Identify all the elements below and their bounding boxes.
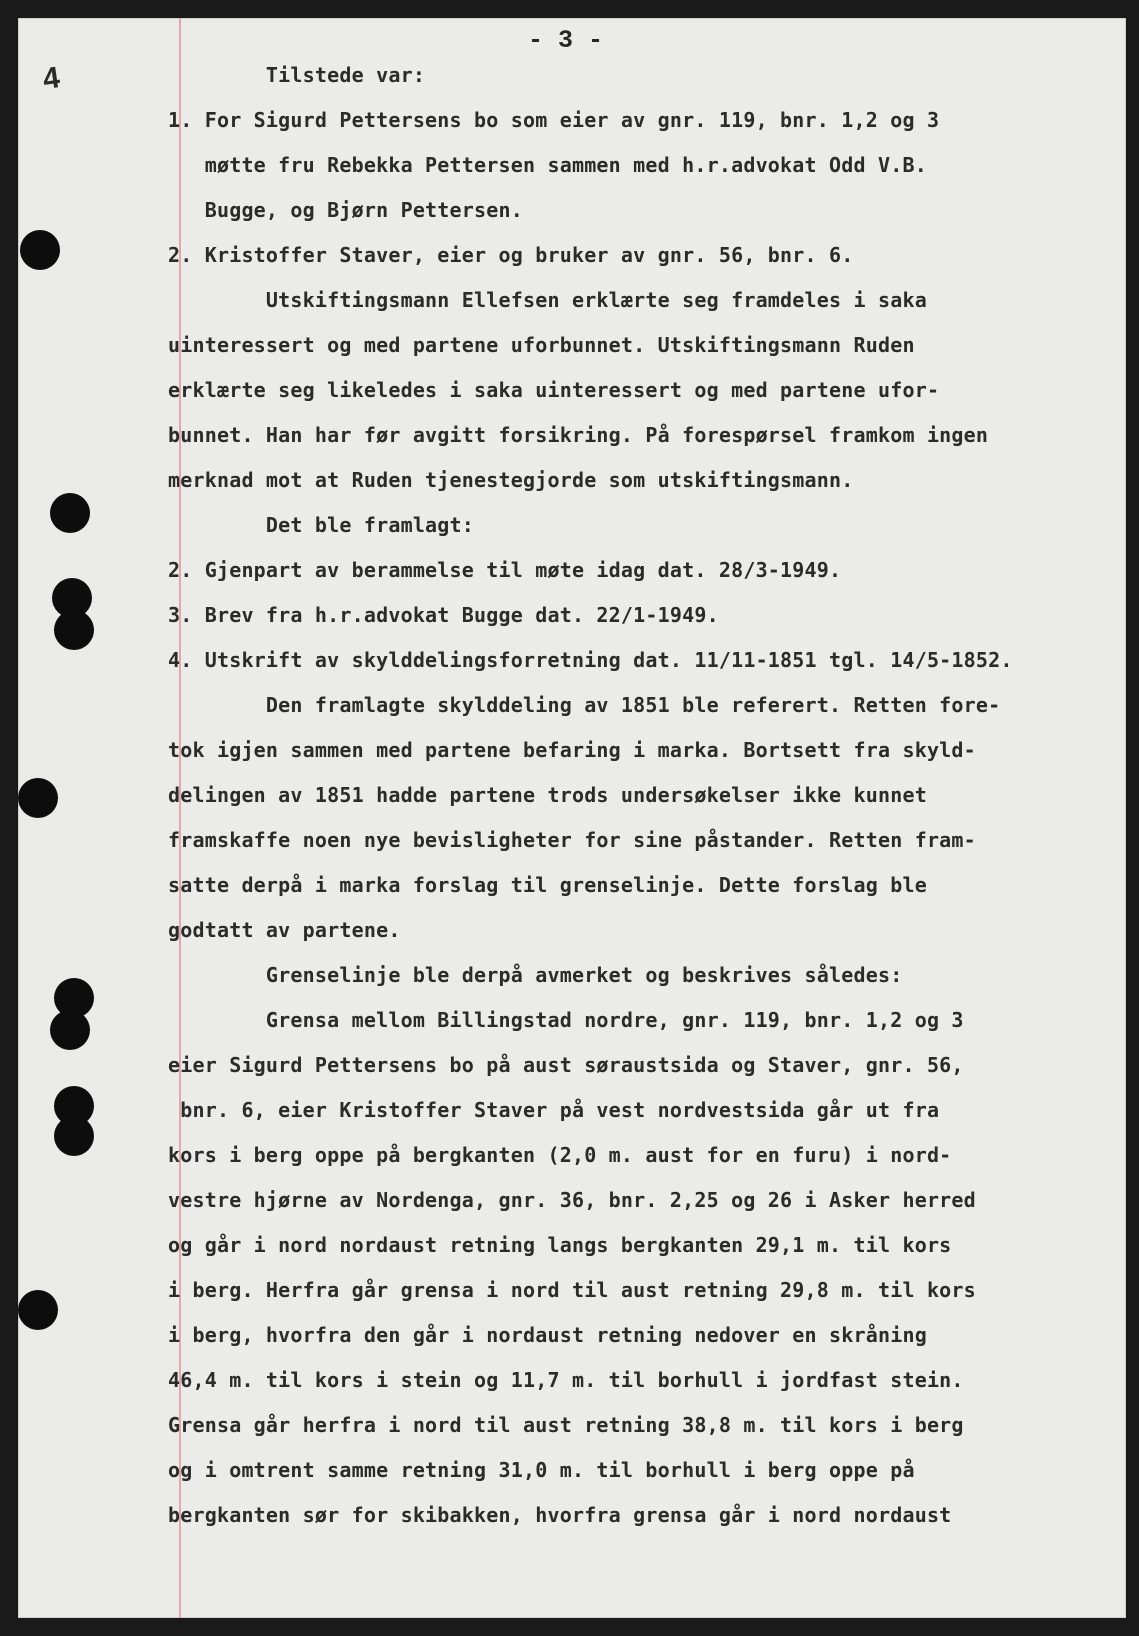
text-line: Det ble framlagt:	[168, 513, 475, 537]
text-line: vestre hjørne av Nordenga, gnr. 36, bnr. 2,25 og 26 i Asker herred	[168, 1188, 976, 1212]
page-number: - 3 -	[528, 26, 604, 55]
text-line: 1. For Sigurd Pettersens bo som eier av gnr. 119, bnr. 1,2 og 3	[168, 108, 940, 132]
text-line: erklærte seg likeledes i saka uinteressert og med partene ufor-	[168, 378, 940, 402]
text-line: kors i berg oppe på bergkanten (2,0 m. aust for en furu) i nord-	[168, 1143, 952, 1167]
text-line: 46,4 m. til kors i stein og 11,7 m. til borhull i jordfast stein.	[168, 1368, 964, 1392]
text-line: Bugge, og Bjørn Pettersen.	[168, 198, 523, 222]
text-line: Grenselinje ble derpå avmerket og beskrives således:	[168, 963, 903, 987]
text-line: framskaffe noen nye bevisligheter for sine påstander. Retten fram-	[168, 828, 976, 852]
punch-hole-4	[54, 610, 94, 650]
text-line: Tilstede var:	[168, 63, 426, 87]
text-line: bunnet. Han har før avgitt forsikring. På forespørsel framkom ingen	[168, 423, 989, 447]
text-line: delingen av 1851 hadde partene trods undersøkelser ikke kunnet	[168, 783, 927, 807]
text-line: godtatt av partene.	[168, 918, 401, 942]
text-line: eier Sigurd Pettersens bo på aust søraustsida og Staver, gnr. 56,	[168, 1053, 964, 1077]
text-line: møtte fru Rebekka Pettersen sammen med h.r.advokat Odd V.B.	[168, 153, 927, 177]
document-page	[18, 18, 1126, 1618]
text-line: Grensa går herfra i nord til aust retning 38,8 m. til kors i berg	[168, 1413, 964, 1437]
text-line: uinteressert og med partene uforbunnet. Utskiftingsmann Ruden	[168, 333, 915, 357]
text-line: 2. Kristoffer Staver, eier og bruker av gnr. 56, bnr. 6.	[168, 243, 854, 267]
punch-hole-2	[50, 493, 90, 533]
text-line: og går i nord nordaust retning langs bergkanten 29,1 m. til kors	[168, 1233, 952, 1257]
text-line: og i omtrent samme retning 31,0 m. til borhull i berg oppe på	[168, 1458, 915, 1482]
text-line: tok igjen sammen med partene befaring i marka. Bortsett fra skyld-	[168, 738, 976, 762]
text-line: satte derpå i marka forslag til grenselinje. Dette forslag ble	[168, 873, 927, 897]
text-line: 4. Utskrift av skylddelingsforretning dat. 11/11-1851 tgl. 14/5-1852.	[168, 648, 1013, 672]
text-line: bergkanten sør for skibakken, hvorfra grensa går i nord nordaust	[168, 1503, 952, 1527]
text-line: 3. Brev fra h.r.advokat Bugge dat. 22/1-1949.	[168, 603, 719, 627]
text-line: Utskiftingsmann Ellefsen erklærte seg framdeles i saka	[168, 288, 927, 312]
punch-hole-9	[54, 1116, 94, 1156]
handwritten-page-mark: 4	[40, 61, 62, 97]
text-line: i berg, hvorfra den går i nordaust retning nedover en skråning	[168, 1323, 927, 1347]
text-line: 2. Gjenpart av berammelse til møte idag dat. 28/3-1949.	[168, 558, 842, 582]
text-line: Grensa mellom Billingstad nordre, gnr. 119, bnr. 1,2 og 3	[168, 1008, 964, 1032]
punch-hole-1	[20, 230, 60, 270]
text-line: bnr. 6, eier Kristoffer Staver på vest nordvestsida går ut fra	[168, 1098, 940, 1122]
text-line: Den framlagte skylddeling av 1851 ble referert. Retten fore-	[168, 693, 1001, 717]
punch-hole-5	[18, 778, 58, 818]
punch-hole-7	[50, 1010, 90, 1050]
text-line: merknad mot at Ruden tjenestegjorde som utskiftingsmann.	[168, 468, 854, 492]
text-line: i berg. Herfra går grensa i nord til aust retning 29,8 m. til kors	[168, 1278, 976, 1302]
punch-hole-10	[18, 1290, 58, 1330]
